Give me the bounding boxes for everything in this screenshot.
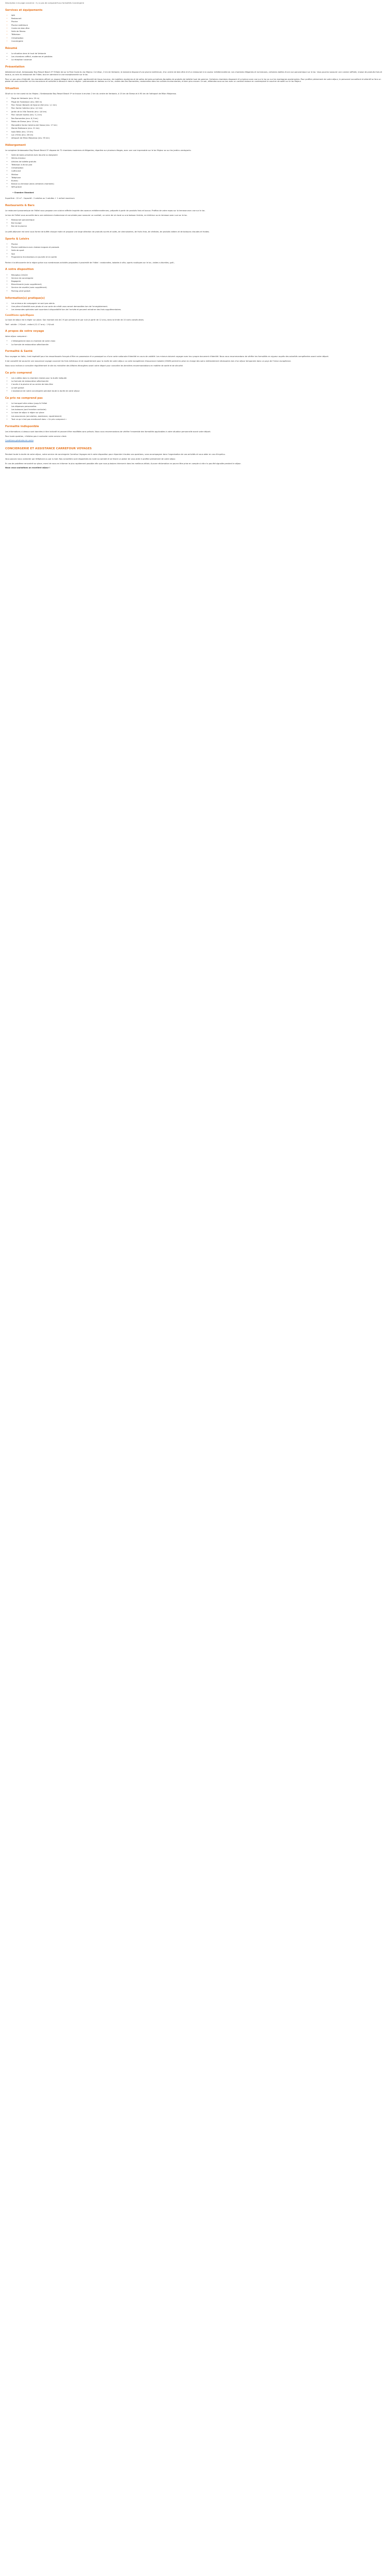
equipment-item: • Coffre-fort	[11, 170, 386, 173]
restaurants-title: Restaurants & Bars	[5, 204, 35, 207]
concierge-paragraph: En cas de problème rencontré sur place, merci de nous en informer le plus rapidement possible afin que nous puissions intervenir dans les meilleurs délais. Aucune réclamation ne pourra être prise en compte si elle n'a pas été signalée pendant le séjour.	[5, 462, 241, 465]
service-item: • Piscine	[11, 21, 386, 23]
service-item: • Piscine extérieure	[11, 24, 386, 27]
propos-item: • La formule de restauration sélectionnée	[11, 344, 386, 346]
restaurant-item: • Restaurant panoramique	[11, 219, 386, 222]
restaurant-item: • Bar de la piscine	[11, 225, 386, 228]
disposition-item: • Réception 24h/24	[11, 274, 386, 277]
ne-comprend-item: • Tout ce qui n'est pas mentionné dans « Ce prix comprend »	[11, 418, 386, 421]
presentation-paragraph: Pour un peu plus d'intimité, les chambres offrent un espace élégant et de bon goût, agrémenté de tissus luxueux, de mobiliers modernes et de salles de bains privatives équipées de produits de toilette haut de gamme. Certaines chambres disposent d'un balcon avec vue sur le lac ou sur les montagnes avoisinantes. Pour profiter pleinement de votre séjour, le personnel accueillant et attentif se fera un plaisir de vous conseiller sur les excursions et activités à découvrir dans la région : promenades en bateau sur le lac, visites des îles Borromées, randonnées dans les collines environnantes, et bien plus encore. Le soir, détendez-vous au bar avec un cocktail maison en contemplant le coucher de soleil sur le lac Majeur.	[5, 78, 381, 83]
situation-title: Situation	[5, 87, 19, 91]
comprend-item: • La formule de restauration sélectionnée	[11, 380, 386, 383]
restaurant-list	[5, 219, 386, 228]
infos-item: • Une pièce d'identité avec photo et une carte de crédit vous seront demandées lors de l'enregistrement.	[11, 306, 386, 308]
concierge-paragraph: Vous pouvez nous contacter par téléphone ou par e-mail. Nos conseillers sont disponibles du lundi au samedi et se feront un plaisir de vous aider à profiter pleinement de votre séjour.	[5, 457, 176, 460]
equipment-item: • Balcon ou terrasse (dans certaines chambres)	[11, 183, 386, 185]
sports-item: • Salle de sport	[11, 249, 386, 252]
disposition-item: • Service de navette (avec supplément)	[11, 286, 386, 289]
distance-item: • Parc Taman Botanik de Nyaruk (Kel (env. 1,1 km)	[11, 104, 386, 107]
comprend-item: • Les nuitées dans la chambre choisie pour la durée indiquée	[11, 377, 386, 380]
resume-title: Résumé	[5, 46, 18, 50]
service-item: • Climatisation	[11, 37, 386, 40]
restaurants-paragraph: Le restaurant panoramique de l'hôtel vous propose une cuisine raffinée inspirée des saveurs méditerranéennes, préparée à partir de produits frais et locaux. Profitez de votre repas sur la terrasse avec vue sur le lac.	[5, 210, 205, 212]
resume-item: • La situation dans le haut de Verbanie	[11, 53, 386, 55]
sports-title: Sports & Loisirs	[5, 237, 29, 241]
concierge-title: CONCIERGERIE ET ASSISTANCE CARREFOUR VOYAGES	[5, 447, 92, 451]
resume-item: • Les chambres raffiné, modernes et paisibles	[11, 56, 386, 58]
concierge-closing: Nous vous souhaitons un excellent séjour !	[5, 467, 51, 469]
distance-item: • Palais de Stresa (env. 15 km)	[11, 121, 386, 123]
sports-item: • Piscine extérieure avec chaises longues et parasols	[11, 246, 386, 249]
disposition-item: • Service de conciergerie	[11, 277, 386, 280]
disposition-item: • Parking privé gratuit	[11, 290, 386, 293]
presentation-title: Présentation	[5, 65, 25, 69]
disposition-list	[5, 274, 386, 293]
services-list	[5, 14, 386, 43]
ne-comprend-title: Ce prix ne comprend pas	[5, 396, 43, 400]
infos-item: • Les demandes spéciales sont soumises à disponibilité lors de l'arrivée et peuvent entraîner des frais supplémentaires.	[11, 309, 386, 311]
distance-list	[5, 97, 386, 140]
ne-comprend-item: • La taxe de séjour à régler sur place	[11, 412, 386, 414]
sports-item: • Programme d'animations en journée et en soirée	[11, 256, 386, 259]
situation-paragraph: Situé sur la rive ouest du lac Majeur, l'Ambassador Bay Resort Beach 5* se trouve à environ 2 km du centre de Verbanie, à 15 km de Stresa et à 95 km de l'aéroport de Milan Malpensa.	[5, 93, 177, 95]
equipment-item: • Bureau	[11, 180, 386, 182]
equipment-item: • Sèche-cheveux	[11, 157, 386, 160]
formalite-indisp-paragraph: Pour toute question, n'hésitez pas à contacter notre service client.	[5, 435, 67, 437]
conditions-title: Conditions spécifiques	[5, 314, 34, 317]
hebergement-paragraph: Le complexe Ambassador Bay Resort Beach 5* dispose de 72 chambres modernes et élégantes, réparties sur plusieurs étages, avec une vue imprenable sur le lac Majeur ou sur les jardins verdoyants.	[5, 149, 191, 152]
equipment-item: • Articles de toilette gratuits	[11, 161, 386, 163]
restaurant-item: • Bar lounge	[11, 222, 386, 225]
restaurants-paragraph: Le petit-déjeuner est servi sous forme de buffet chaque matin et propose une large sélection de produits sucrés et salés, de viennoiseries, de fruits frais, de céréales, de produits laitiers et de boissons chaudes et froides.	[5, 231, 210, 233]
ne-comprend-item: • Les boissons (sauf mention contraire)	[11, 409, 386, 411]
cgv-link[interactable]: Conditions générales de vente	[5, 439, 34, 442]
propos-title: A propos de votre voyage	[5, 330, 44, 333]
formalite-paragraph: Nous vous invitons à consulter régulièrement le site du ministère des Affaires étrangères avant votre départ pour connaître les dernières recommandations en matière de santé et de sécurité.	[5, 365, 184, 367]
comprend-item: • L'accès à la piscine et au centre de bien-être	[11, 383, 386, 386]
distance-item: • Monte Mottarone (env. 21 km)	[11, 127, 386, 130]
ne-comprend-item: • Les assurances (annulation, assistance, rapatriement)	[11, 415, 386, 418]
distance-item: • Plage de Fondotoce (env. 800 m)	[11, 101, 386, 104]
infos-paragraph: La taxe de séjour est à régler sur place. Son montant est de 2 € par personne et par nuit (à partir de 12 ans), dans la limite de 10 nuits consécutives.	[5, 318, 144, 321]
distance-item: • Parc Santa Caterina (env. 4,2 km)	[11, 107, 386, 110]
service-item: • Restaurant	[11, 18, 386, 20]
disposition-title: A votre disposition	[5, 268, 34, 272]
infos-paragraph: Tarif : adulte : 2 €/nuit - enfant (12-17 ans) : 1 €/nuit.	[5, 323, 55, 326]
infos-item: • Les animaux de compagnie ne sont pas admis.	[11, 302, 386, 305]
service-item: • Centre de bien-être	[11, 27, 386, 30]
room-type: • Chambre Standard	[12, 192, 34, 194]
distance-item: • Parc naturel Isolino (env. 5,1 km)	[11, 114, 386, 116]
formalite-paragraph: Pour voyager en Italie, il est impératif pour les ressortissants français d'être en possession d'un passeport ou d'une carte nationale d'identité en cours de validité. Les mineurs doivent voyager avec leur propre document d'identité. Nous vous recommandons de vérifier les formalités en vigueur auprès des autorités compétentes avant votre départ.	[5, 355, 329, 358]
formalite-paragraph: Il est conseillé de souscrire une assurance voyage couvrant les frais médicaux et de rapatriement pour la durée de votre séjour. La carte européenne d'assurance maladie (CEAM) permet la prise en charge des soins médicalement nécessaires lors d'un séjour temporaire dans un pays de l'Union européenne.	[5, 360, 291, 363]
comprend-title: Ce prix comprend	[5, 371, 32, 375]
presentation-paragraph: Idéalement situé, Ambassador Bay Resort Beach 5* S'étale de sur la Rive Ouest du lac Majeur. Ce trésor, 2 km de Verbanie, le domaine dispose d'une piscine extérieure, d'un centre de bien-être et d'un restaurant à la saveur méditerranéenne. Les chambres élégantes et lumineuses, certaines dotées d'une vue panoramique sur le lac. Vous pourrez savourer une cuisine raffinée, à base de produits frais et locaux, au sein du restaurant de l'hôtel, tout en admirant la vue exceptionnelle sur le lac.	[5, 71, 382, 76]
distance-item: • Plage de Verbanie (env. 20 m)	[11, 97, 386, 100]
service-item: • Télévision	[11, 33, 386, 36]
comprend-item: • Le wifi gratuit	[11, 387, 386, 389]
propos-item: • L'hébergement dans la chambre de votre choix	[11, 340, 386, 343]
sports-paragraph: Partez à la découverte de la région grâce aux nombreuses activités proposées à proximité de l'hôtel : randonnées, balades à vélo, sports nautiques sur le lac, visites culturelles, golf...	[5, 261, 175, 264]
sports-list	[5, 243, 386, 259]
sports-item: • Spa	[11, 253, 386, 256]
service-item: • Salle de fitness	[11, 30, 386, 33]
equipment-item: • Salle de bains privative avec douche ou baignoire	[11, 154, 386, 157]
distance-item: • Monastère Santa Caterina del Sasso (env. 17 km)	[11, 124, 386, 127]
infos-title: Information(s) pratique(s)	[5, 296, 45, 300]
distance-item: • Isola Bella (env. 15 km)	[11, 131, 386, 133]
equipment-item: • Minibar	[11, 174, 386, 176]
equipment-item: • Wifi gratuit	[11, 186, 386, 189]
restaurants-paragraph: Le bar de l'hôtel vous accueille dans une ambiance chaleureuse et conviviale pour savourer un cocktail, un verre de vin local ou une boisson fraîche, en intérieur ou en terrasse avec vue sur le lac.	[5, 214, 188, 216]
ne-comprend-item: • Les dépenses personnelles	[11, 405, 386, 408]
propos-list	[5, 340, 386, 346]
infos-list	[5, 302, 386, 311]
formalite-indisp-paragraph: Les informations ci-dessus sont données à titre indicatif et peuvent être modifiées sans préavis. Nous vous recommandons de vérifier l'ensemble des formalités applicables à votre situation personnelle avant votre départ.	[5, 430, 211, 433]
distance-item: • Îles Borromées (env. 6,3 km)	[11, 117, 386, 120]
comprend-list	[5, 377, 386, 393]
service-item: • Wifi	[11, 14, 386, 17]
resume-item: • La réception luxueuse	[11, 59, 386, 61]
concierge-paragraph: Pendant toute la durée de votre séjour, notre service de conciergerie Carrefour Voyages est à votre disposition pour répondre à toutes vos questions, vous accompagner dans l'organisation de vos activités et vous aider en cas d'imprévu.	[5, 453, 226, 455]
distance-item: • Lac d'Orta (env. 26 km)	[11, 134, 386, 137]
resume-list	[5, 53, 386, 61]
service-item: • Conciergerie	[11, 40, 386, 43]
equipment-item: • Téléphone	[11, 177, 386, 179]
room-summary: Superficie : 22 m² - Capacité : 2 adultes ou 2 adultes + 1 enfant maximum	[5, 197, 75, 200]
hebergement-title: Hébergement	[5, 144, 26, 147]
ne-comprend-item: • Le transport aller-retour jusqu'à l'hôtel	[11, 402, 386, 405]
disposition-item: • Blanchisserie (avec supplément)	[11, 283, 386, 286]
distance-item: • Jardin de la Villa Taranto (env. 4,6 km)	[11, 111, 386, 113]
distance-item: • Aéroport de Milan Malpensa (env. 95 km)	[11, 137, 386, 140]
formalite-title: Formalité & Santé	[5, 350, 32, 353]
equipment-item: • Climatisation	[11, 167, 386, 170]
ne-comprend-list	[5, 402, 386, 421]
intro-text: Description à la page concerne : Il y a pas de comparatif aux formalités Conciergerie	[5, 2, 84, 4]
equipment-list	[5, 154, 386, 189]
page	[0, 0, 391, 476]
equipment-item: • Télévision à écran plat	[11, 164, 386, 166]
comprend-item: • L'assistance de notre conciergerie pendant toute la durée de votre séjour	[11, 390, 386, 393]
services-title: Services et équipements	[5, 8, 43, 12]
sports-item: • Piscine	[11, 243, 386, 246]
propos-paragraph: Votre séjour comprend :	[5, 335, 28, 338]
disposition-item: • Bagagerie	[11, 280, 386, 283]
formalite-indisp-title: Formalité indisponible	[5, 425, 39, 428]
